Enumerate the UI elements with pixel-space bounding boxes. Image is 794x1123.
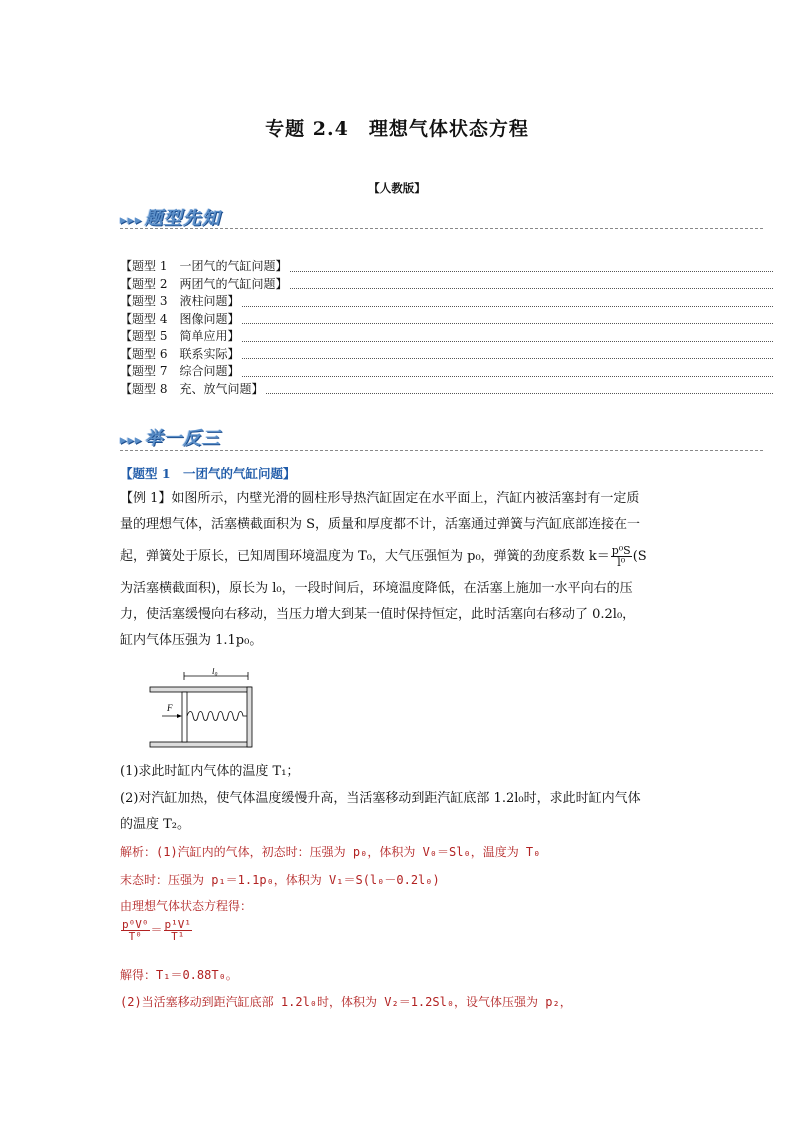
cylinder-piston-diagram	[146, 668, 258, 750]
solution-line: 解得：T₁＝0.88T₀。	[120, 968, 238, 982]
toc-item[interactable]: 【题型 8 充、放气问题】	[120, 381, 774, 399]
question-2-cont: 的温度 T₂。	[120, 817, 191, 832]
toc-item[interactable]: 【题型 3 液柱问题】	[120, 293, 774, 311]
table-of-contents	[120, 258, 774, 398]
question-2: (2)对汽缸加热，使气体温度缓慢升高，当活塞移动到距汽缸底部 1.2l₀时，求此时缸内气体	[120, 791, 641, 806]
section-heading: 【题型 1 一团气的气缸问题】	[120, 466, 296, 481]
solution-line: 末态时：压强为 p₁＝1.1p₀，体积为 V₁＝S(l₀－0.2l₀)	[120, 873, 440, 887]
example-text: 【例 1】如图所示，内壁光滑的圆柱形导热汽缸固定在水平面上，汽缸内被活塞封有一定质 量的理想气体，活塞横截面积为 S，质量和厚度都不计，活塞通过弹簧与汽缸底部连接在一 起，弹簧处于原长，已知周围环境温度为 T₀，大气压强恒为 p₀，弹簧的劲度系数 k＝ $\frac{\text{p⁰S}}{\text{l⁰}}$ (S 为活塞横截面积)，原长为 l₀，一段时间后，环境温度降低，在活塞上施加一水平向右的压 力，使活塞缓慢向右移动，当压力增大到某一值时保持恒定，此时活塞向右移动了 0.2l₀， 缸内气体压强为 1.1p₀。	[120, 491, 647, 648]
solution-line: 解析：(1)汽缸内的气体，初态时：压强为 p₀，体积为 V₀＝Sl₀，温度为 T₀	[120, 845, 541, 859]
toc-item[interactable]: 【题型 1 一团气的气缸问题】	[120, 258, 774, 276]
length-label: l₀	[212, 668, 218, 676]
edition-label: 【人教版】	[368, 181, 426, 195]
toc-item[interactable]: 【题型 2 两团气的气缸问题】	[120, 276, 774, 294]
force-label: F	[167, 703, 173, 713]
banner-practice: ▸▸▸ 举一反三	[120, 428, 221, 449]
divider	[120, 228, 763, 229]
divider	[120, 450, 763, 451]
solution-line: 由理想气体状态方程得：	[120, 899, 253, 913]
question-1: (1)求此时缸内气体的温度 T₁；	[120, 764, 300, 779]
triple-arrow-icon: ▸▸▸	[120, 213, 143, 228]
toc-item[interactable]: 【题型 7 综合问题】	[120, 363, 774, 381]
toc-item[interactable]: 【题型 4 图像问题】	[120, 311, 774, 329]
toc-item[interactable]: 【题型 6 联系实际】	[120, 346, 774, 364]
page-title: 专题 2.4 理想气体状态方程	[265, 118, 529, 140]
toc-item[interactable]: 【题型 5 简单应用】	[120, 328, 774, 346]
gas-law-equation: $\frac{\text{p⁰V⁰}}{\text{T⁰}}$ ＝ $\frac{\text{p¹V¹}}{\text{T¹}}$	[122, 918, 192, 943]
spring	[187, 712, 247, 721]
triple-arrow-icon: ▸▸▸	[120, 433, 143, 448]
spring-constant-fraction: $\frac{\text{p⁰S}}{\text{l⁰}}$	[611, 544, 631, 569]
solution-line: (2)当活塞移动到距汽缸底部 1.2l₀时，体积为 V₂＝1.2Sl₀，设气体压强为 p₂，	[120, 995, 572, 1009]
banner-topic-preview: ▸▸▸ 题型先知	[120, 208, 221, 229]
